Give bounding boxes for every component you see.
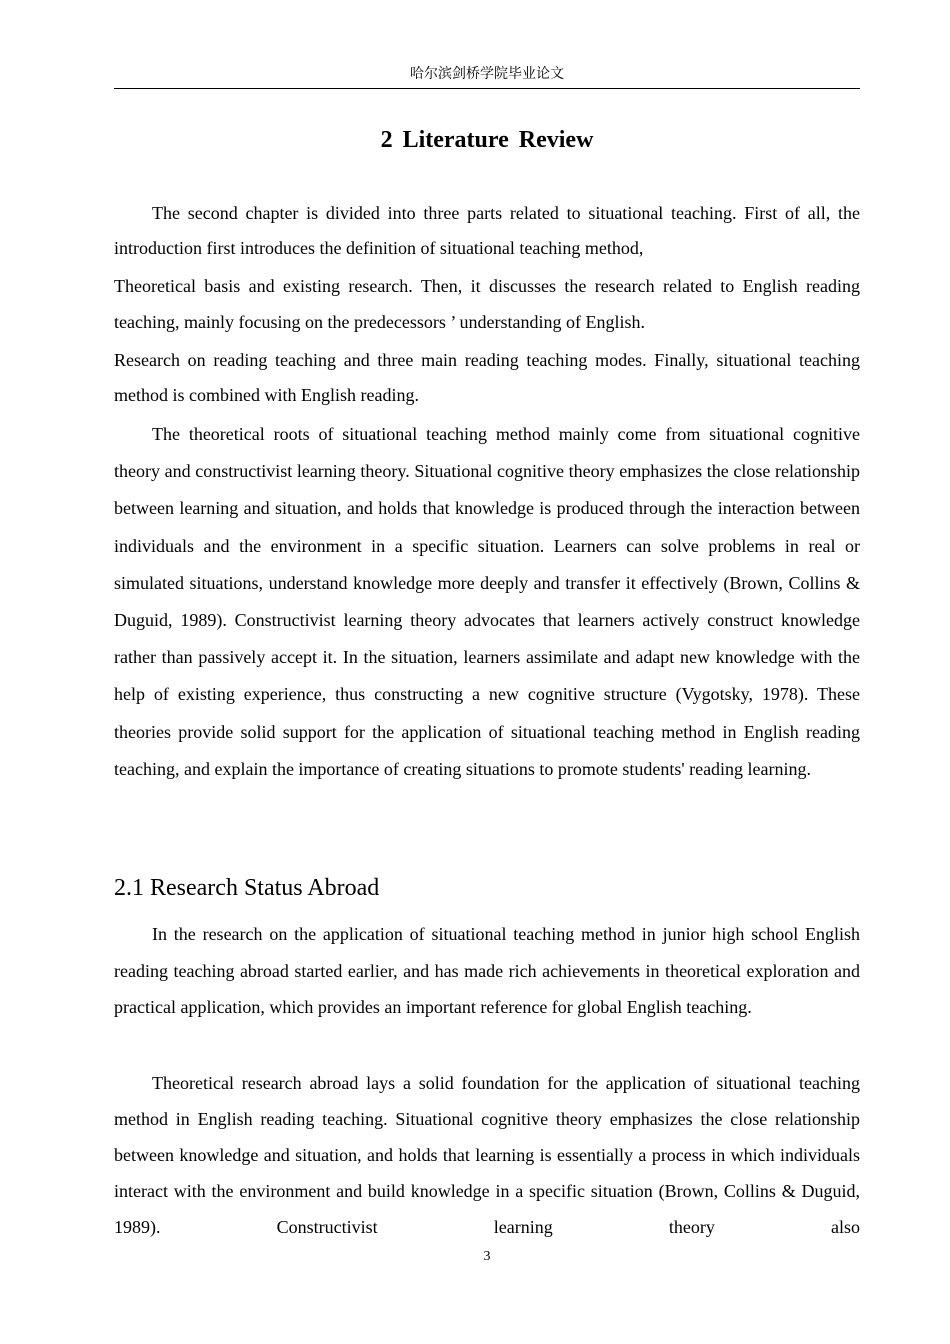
paragraph-theoretical-research: Theoretical research abroad lays a solid foundation for the application of situational teaching method in English reading teaching. Situational cognitive theory emphasizes the close relationship between knowledge and situation, and holds that learning is essentially a process in which individuals interact with the environment and build knowledge in a specific situation (Brown, Collins & Duguid, 1989). Constructivist learning theory also xyxy=(114,1073,860,1237)
section-title: 2.1 Research Status Abroad xyxy=(114,875,380,901)
chapter-title: 2 Literature Review xyxy=(380,127,594,153)
paragraph-intro: The second chapter is divided into three parts related to situational teaching. First of all, the introduction first introduces the definition of situational teaching method, xyxy=(114,203,860,258)
paragraph-research-abroad: In the research on the application of situational teaching method in junior high school English reading teaching abroad started earlier, and has made rich achievements in theoretical exploration and practical application, which provides an important reference for global English teaching. xyxy=(114,924,860,1018)
paragraph-reading-research: Research on reading teaching and three main reading teaching modes. Finally, situational teaching method is combined with English reading. xyxy=(114,350,860,405)
paragraph-theoretical-roots: The theoretical roots of situational teaching method mainly come from situational cognitive theory and constructivist learning theory. Situational cognitive theory emphasizes the close relationship between learning and situation, and holds that knowledge is produced through the interaction between individuals and the environment in a specific situation. Learners can solve problems in real or simulated situations, understand knowledge more deeply and transfer it effectively (Brown, Collins & Duguid, 1989). Constructivist learning theory advocates that learners actively construct knowledge rather than passively accept it. In the situation, learners assimilate and adapt new knowledge with the help of existing experience, thus constructing a new cognitive structure (Vygotsky, 1978). These theories provide solid support for the application of situational teaching method in English reading teaching, and explain the importance of creating situations to promote students' reading learning. xyxy=(114,424,860,779)
paragraph-theoretical-basis: Theoretical basis and existing research. Then, it discusses the research related to English reading teaching, mainly focusing on the predecessors ’ understanding of English. xyxy=(114,276,860,332)
running-header: 哈尔滨剑桥学院毕业论文 xyxy=(410,67,564,82)
header-rule xyxy=(114,88,860,89)
page-number: 3 xyxy=(483,1249,491,1264)
